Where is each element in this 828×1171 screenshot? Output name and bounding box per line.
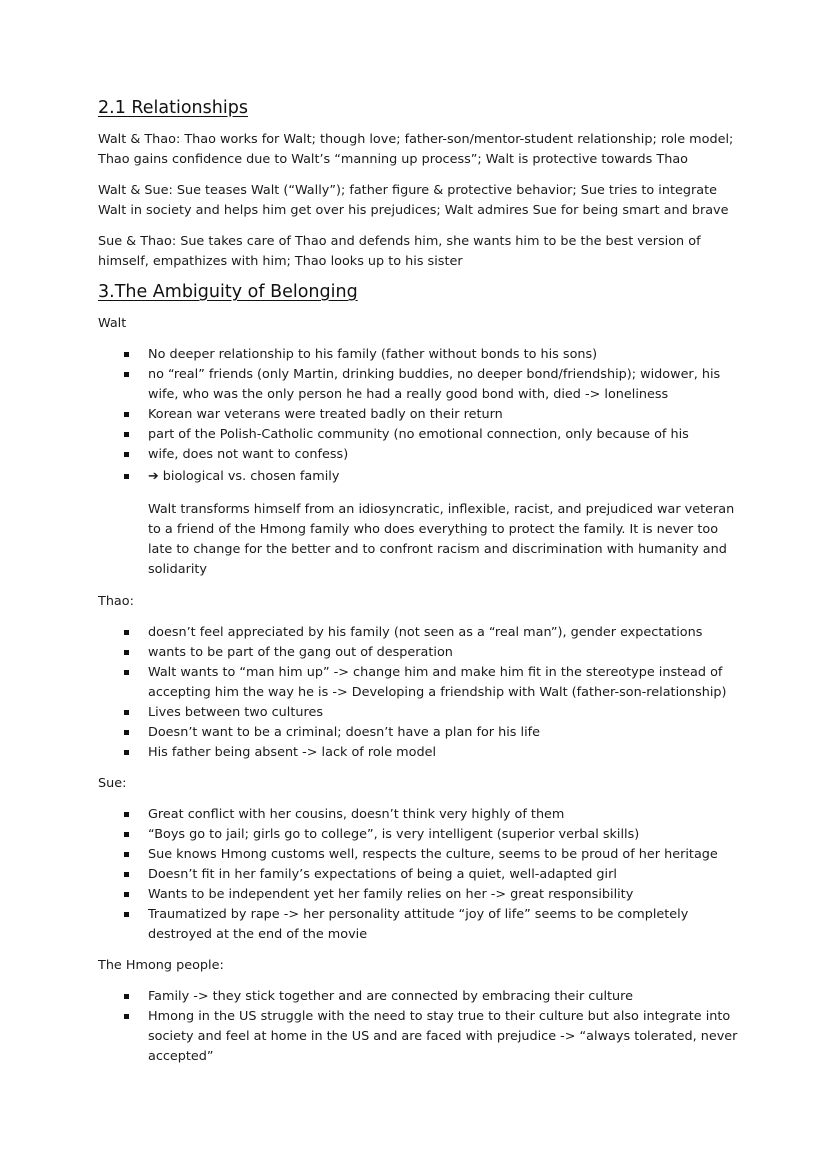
section-heading-relationships: 2.1 Relationships (98, 98, 248, 118)
hmong-list (98, 987, 738, 1067)
list-item: ➔ biological vs. chosen family (98, 467, 738, 487)
list-item: Wants to be independent yet her family relies on her -> great responsibility (98, 885, 738, 905)
sue-list (98, 805, 738, 945)
list-item: doesn’t feel appreciated by his family (not seen as a “real man”), gender expectations (98, 623, 738, 643)
list-item: Doesn’t fit in her family’s expectations of being a quiet, well-adapted girl (98, 865, 738, 885)
paragraph-walt-thao: Walt & Thao: Thao works for Walt; though love; father-son/mentor-student relationship; role model; Thao gains confidence due to Walt’s “manning up process”; Walt is protective towards Thao (98, 132, 734, 167)
walt-list (98, 345, 738, 487)
list-item: wants to be part of the gang out of desperation (98, 643, 738, 663)
thao-list (98, 623, 738, 763)
list-item: Doesn’t want to be a criminal; doesn’t have a plan for his life (98, 723, 738, 743)
hmong-label: The Hmong people: (98, 958, 224, 973)
list-item: No deeper relationship to his family (father without bonds to his sons) (98, 345, 738, 365)
list-item: “Boys go to jail; girls go to college”, is very intelligent (superior verbal skills) (98, 825, 738, 845)
list-item: no “real” friends (only Martin, drinking buddies, no deeper bond/friendship); widower, his wife, who was the only person he had a really good bond with, died -> loneliness (98, 365, 738, 405)
section-heading-ambiguity: 3.The Ambiguity of Belonging (98, 282, 358, 302)
list-item: Walt wants to “man him up” -> change him and make him fit in the stereotype instead of accepting him the way he is -> Developing a friendship with Walt (father-son-relationship) (98, 663, 738, 703)
list-item: Traumatized by rape -> her personality attitude “joy of life” seems to be completely destroyed at the end of the movie (98, 905, 738, 945)
walt-label: Walt (98, 316, 127, 331)
document-page (98, 98, 738, 1067)
list-item: Family -> they stick together and are connected by embracing their culture (98, 987, 738, 1007)
list-item: His father being absent -> lack of role model (98, 743, 738, 763)
sue-label: Sue: (98, 776, 127, 791)
list-item: Lives between two cultures (98, 703, 738, 723)
paragraph-sue-thao: Sue & Thao: Sue takes care of Thao and defends him, she wants him to be the best version of himself, empathizes with him; Thao looks up to his sister (98, 234, 701, 269)
walt-summary: Walt transforms himself from an idiosyncratic, inflexible, racist, and prejudiced war veteran to a friend of the Hmong family who does everything to protect the family. It is never too late to change for the better and to confront racism and discrimination with humanity and solidarity (148, 502, 735, 577)
list-item: Hmong in the US struggle with the need to stay true to their culture but also integrate into society and feel at home in the US and are faced with prejudice -> “always tolerated, never accepted” (98, 1007, 738, 1067)
list-item: Sue knows Hmong customs well, respects the culture, seems to be proud of her heritage (98, 845, 738, 865)
list-item: Korean war veterans were treated badly on their return (98, 405, 738, 425)
thao-label: Thao: (98, 594, 134, 609)
list-item: wife, does not want to confess) (98, 445, 738, 465)
list-item: Great conflict with her cousins, doesn’t think very highly of them (98, 805, 738, 825)
paragraph-walt-sue: Walt & Sue: Sue teases Walt (“Wally”); father figure & protective behavior; Sue tries to integrate Walt in society and helps him get over his prejudices; Walt admires Sue for being smart and brave (98, 183, 729, 218)
list-item: part of the Polish-Catholic community (no emotional connection, only because of his (98, 425, 738, 445)
